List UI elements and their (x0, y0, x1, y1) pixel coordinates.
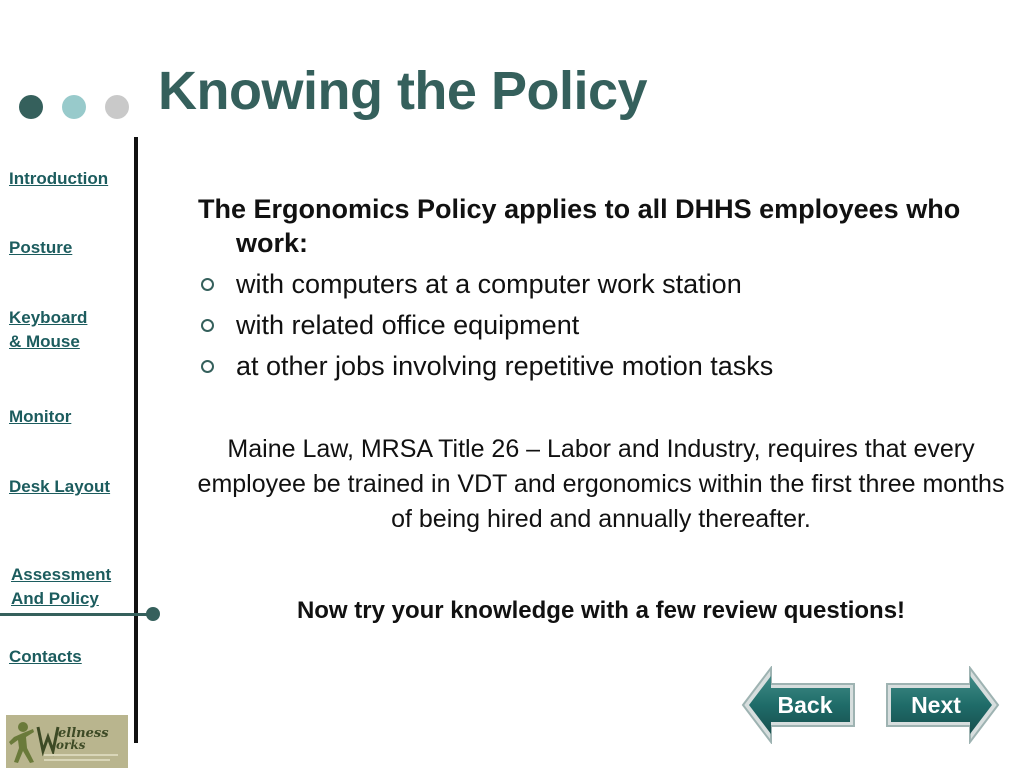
sidebar-item-assessment-policy[interactable] (11, 563, 111, 611)
sidebar-item-contacts[interactable]: Contacts (9, 647, 82, 666)
next-button[interactable] (884, 666, 1000, 744)
sidebar-item-posture[interactable]: Posture (9, 238, 73, 257)
review-questions-prompt: Now try your knowledge with a few review questions! (296, 597, 906, 624)
policy-lead-text: The Ergonomics Policy applies to all DHHS employees who work: (198, 194, 961, 258)
back-button[interactable] (741, 666, 857, 744)
bullet-text: at other jobs involving repetitive motion tasks (236, 351, 774, 381)
sidebar-item-introduction[interactable]: Introduction (9, 169, 109, 188)
sidebar-item-keyboard-mouse[interactable] (9, 306, 87, 354)
sidebar-item-policy-label: And Policy (11, 589, 99, 608)
list-item (198, 305, 988, 346)
title-dot-light (62, 95, 86, 119)
bullet-text: with computers at a computer work station (236, 269, 742, 299)
sidebar-divider (134, 137, 138, 743)
title-dot-dark (19, 95, 43, 119)
sidebar-item-assessment-label: Assessment (11, 565, 112, 584)
maine-law-text: Maine Law, MRSA Title 26 – Labor and Industry, requires that every employee be trained in VDT and ergonomics within the first three months of being hired and annually thereafter. (197, 435, 1005, 533)
circle-bullet-icon (201, 278, 214, 291)
sidebar-item-desk-layout[interactable]: Desk Layout (9, 477, 111, 496)
circle-bullet-icon (201, 319, 214, 332)
wellness-works-logo-graphic (6, 715, 128, 768)
wellness-works-logo (6, 715, 128, 768)
active-item-indicator-line (0, 613, 150, 616)
circle-bullet-icon (201, 360, 214, 373)
policy-content (198, 192, 988, 387)
title-dot-gray (105, 95, 129, 119)
bullet-text: with related office equipment (236, 310, 580, 340)
active-item-indicator-dot (146, 607, 160, 621)
sidebar-item-keyboard-label: Keyboard (9, 308, 88, 327)
sidebar-item-monitor[interactable]: Monitor (9, 407, 72, 426)
sidebar-item-mouse-label: & Mouse (9, 332, 80, 351)
page-title: Knowing the Policy (158, 61, 648, 121)
list-item (198, 346, 988, 387)
list-item (198, 264, 988, 305)
back-button-label: Back (777, 692, 833, 718)
logo-text-works: orks (56, 738, 86, 752)
next-button-label: Next (911, 692, 961, 718)
logo-text-wellness: ellness (58, 726, 109, 741)
policy-bullet-list (198, 264, 988, 387)
